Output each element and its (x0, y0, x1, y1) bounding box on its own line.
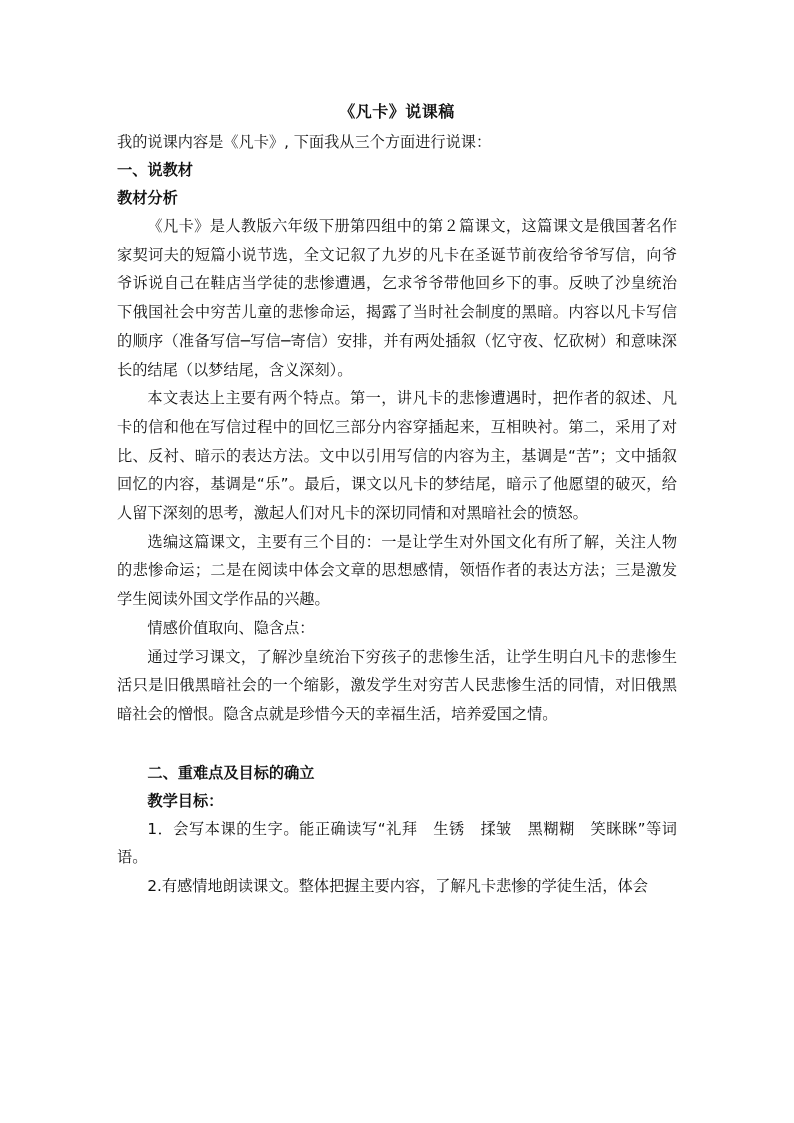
subheading-teaching-goals: 教学目标： (147, 791, 224, 810)
paragraph-emotional-value: 通过学习课文，了解沙皇统治下穷孩子的悲惨生活，让学生明白凡卡的悲惨生活只是旧俄黑暗社会的一个缩影，激发学生对穷苦人民悲惨生活的同情，对旧俄黑暗社会的憎恨。隐含点就是珍惜今天的幸福生活，培养爱国之情。 (117, 647, 677, 723)
section-spacer (117, 729, 677, 759)
paragraph-text-summary: 《凡卡》是人教版六年级下册第四组中的第２篇课文，这篇课文是俄国著名作家契诃夫的短篇小说节选，全文记叙了九岁的凡卡在圣诞节前夜给爷爷写信，向爷爷诉说自己在鞋店当学徒的悲惨遭遇，乞求爷爷带他回乡下的事。反映了沙皇统治下俄国社会中穷苦儿童的悲惨命运，揭露了当时社会制度的黑暗。内容以凡卡写信的顺序（准备写信─写信─寄信）安排，并有两处插叙（忆守夜、忆砍树）和意味深长的结尾（以梦结尾，含义深刻）。 (117, 217, 677, 379)
paragraph-expression-features: 本文表达上主要有两个特点。第一，讲凡卡的悲惨遭遇时，把作者的叙述、凡卡的信和他在写信过程中的回忆三部分内容穿插起来，互相映衬。第二，采用了对比、反衬、暗示的表达方法。文中以引用写信的内容为主，基调是“苦”；文中插叙回忆的内容，基调是“乐”。最后，课文以凡卡的梦结尾，暗示了他愿望的破灭，给人留下深刻的思考，激起人们对凡卡的深切同情和对黑暗社会的愤怒。 (117, 389, 677, 523)
document-title: 《凡卡》说课稿 (339, 102, 455, 121)
subheading-material-analysis: 教材分析 (117, 189, 178, 207)
goal-item-2: 2.有感情地朗读课文。整体把握主要内容，了解凡卡悲惨的学徒生活，体会 (147, 877, 648, 896)
paragraph-emotional-value-label: 情感价值取向、隐含点： (147, 618, 315, 637)
goal-item-1: 1．会写本课的生字。能正确读写“礼拜 生锈 揉皱 黑糊糊 笑眯眯”等词语。 (117, 819, 677, 867)
intro-text: 我的说课内容是《凡卡》, 下面我从三个方面进行说课： (117, 133, 492, 151)
section-heading-key-points: 二、重难点及目标的确立 (147, 763, 315, 782)
section-heading-teaching-material: 一、说教材 (117, 161, 193, 179)
document-body (117, 128, 677, 901)
paragraph-selection-purpose: 选编这篇课文，主要有三个目的：一是让学生对外国文化有所了解，关注人物的悲惨命运；二是在阅读中体会文章的思想感情，领悟作者的表达方法；三是激发学生阅读外国文学作品的兴趣。 (117, 532, 677, 609)
